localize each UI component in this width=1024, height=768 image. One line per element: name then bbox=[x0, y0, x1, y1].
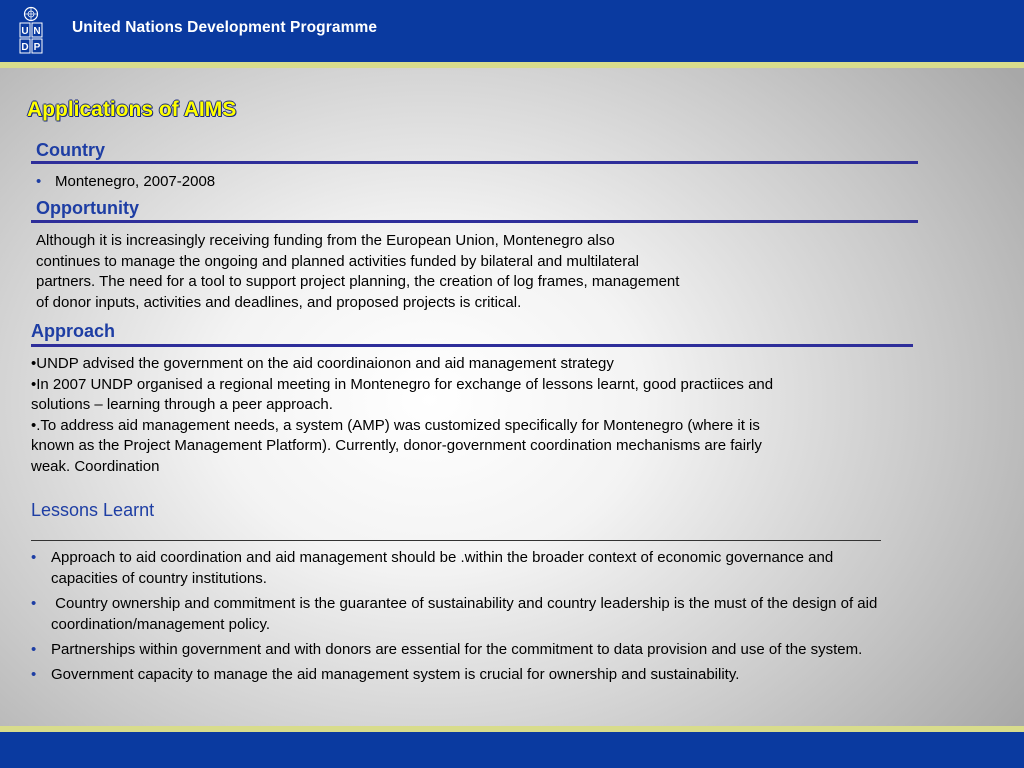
org-name: United Nations Development Programme bbox=[72, 19, 378, 36]
bullet-icon: • bbox=[31, 595, 37, 612]
opportunity-rule bbox=[31, 220, 918, 223]
opportunity-line: partners. The need for a tool to support project planning, the creation of log frames, management bbox=[36, 273, 680, 290]
country-rule bbox=[31, 161, 918, 164]
lessons-item-text: Country ownership and commitment is the guarantee of sustainability and country leadership is the must of the design of aid coordination/management policy. bbox=[51, 595, 882, 633]
bullet-icon: • bbox=[36, 173, 42, 190]
approach-rule bbox=[31, 344, 913, 347]
logo-letter: N bbox=[33, 26, 41, 37]
opportunity-text bbox=[36, 231, 679, 313]
footer-bar bbox=[0, 732, 1024, 768]
country-item-text: Montenegro, 2007-2008 bbox=[55, 173, 216, 190]
lessons-item bbox=[31, 664, 901, 685]
logo-letter: U bbox=[21, 26, 29, 37]
bullet-icon: • bbox=[31, 666, 37, 683]
header-accent-stripe bbox=[0, 62, 1024, 68]
opportunity-line: continues to manage the ongoing and planned activities funded by bilateral and multilateral bbox=[36, 252, 639, 270]
approach-line: •UNDP advised the government on the aid coordinaionon and aid management strategy bbox=[31, 355, 614, 372]
logo-letter: D bbox=[21, 42, 29, 53]
lessons-item-text: Partnerships within government and with donors are essential for the commitment to data provision and use of the system. bbox=[51, 641, 863, 658]
lessons-list bbox=[31, 547, 901, 689]
opportunity-line: of donor inputs, activities and deadlines, and proposed projects is critical. bbox=[36, 293, 522, 311]
bullet-icon: • bbox=[31, 549, 37, 566]
approach-text bbox=[31, 354, 773, 477]
approach-line: •In 2007 UNDP organised a regional meeting in Montenegro for exchange of lessons learnt, good practiices and bbox=[31, 375, 774, 393]
opportunity-heading: Opportunity bbox=[36, 198, 139, 218]
approach-line: solutions – learning through a peer approach. bbox=[31, 396, 333, 413]
logo-letter: P bbox=[33, 42, 41, 53]
header-bar bbox=[0, 0, 1024, 62]
lessons-item bbox=[31, 547, 901, 589]
lessons-item bbox=[31, 639, 901, 660]
approach-line: •.To address aid management needs, a system (AMP) was customized specifically for Montenegro (where it is bbox=[31, 416, 760, 434]
page-title: Applications of AIMS bbox=[27, 98, 237, 121]
approach-line: weak. Coordination bbox=[31, 457, 160, 475]
approach-heading: Approach bbox=[31, 321, 116, 341]
bullet-icon: • bbox=[31, 641, 37, 658]
opportunity-line: Although it is increasingly receiving funding from the European Union, Montenegro also bbox=[36, 232, 615, 249]
country-item bbox=[36, 173, 215, 190]
lessons-item-text: Government capacity to manage the aid management system is crucial for ownership and sustainability. bbox=[51, 666, 740, 683]
undp-logo-icon bbox=[19, 6, 43, 54]
lessons-item bbox=[31, 593, 901, 635]
lessons-heading: Lessons Learnt bbox=[31, 500, 155, 520]
lessons-rule bbox=[31, 539, 881, 541]
country-heading: Country bbox=[36, 140, 105, 160]
lessons-item-text: Approach to aid coordination and aid management should be .within the broader context of economic governance and capacities of country institutions. bbox=[51, 549, 834, 587]
approach-line: known as the Project Management Platform). Currently, donor-government coordination mechanisms are fairly bbox=[31, 437, 762, 454]
